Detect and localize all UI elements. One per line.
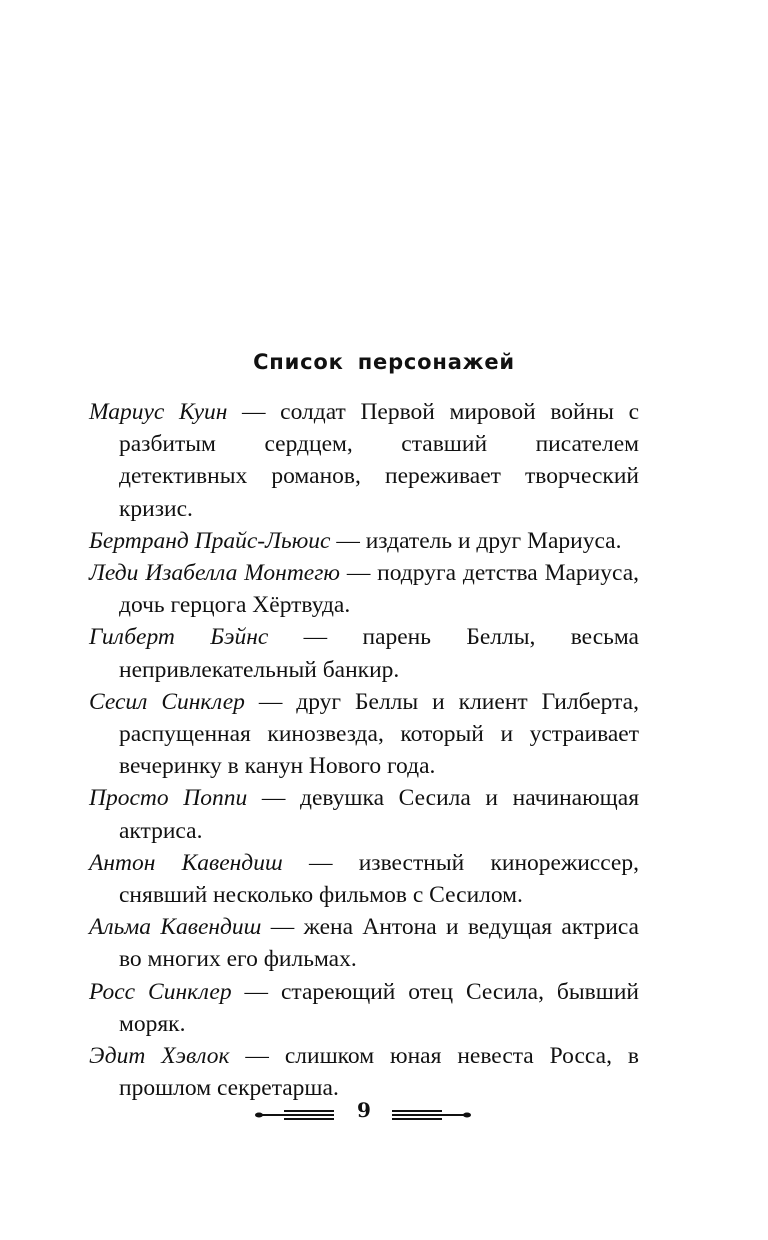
list-item <box>89 525 639 557</box>
list-item <box>89 686 639 783</box>
character-description: — девушка Сесила и начинающая актриса. <box>119 785 640 844</box>
character-name: Росс Синклер <box>89 978 232 1005</box>
character-name: Мариус Куин <box>89 399 228 425</box>
list-item <box>89 557 639 621</box>
list-item <box>89 621 639 685</box>
character-description: — парень Беллы, весьма непривлекательный банкир. <box>119 624 639 683</box>
character-description: — издатель и друг Мариуса. <box>330 527 622 554</box>
list-item <box>89 847 639 911</box>
character-name: Антон Кавендиш <box>89 849 283 876</box>
character-name: Сесил Синклер <box>89 688 245 715</box>
character-name: Бертранд Прайс-Льюис <box>89 527 331 554</box>
character-list <box>89 396 639 1104</box>
character-description: — известный кинорежиссер, снявший несколько фильмов с Сесилом. <box>119 849 639 909</box>
list-item <box>89 1040 639 1104</box>
character-description: — солдат Первой мировой войны с разбитым сердцем, ставший писателем детективных романов, переживает творческий кризис. <box>119 399 639 522</box>
character-description: — жена Антона и ведущая актриса во многих его фильмах. <box>119 914 639 973</box>
left-ornament-icon <box>254 1108 336 1122</box>
character-name: Леди Изабелла Монтегю <box>89 560 340 587</box>
character-description: — подруга детства Мариуса, дочь герцога Хёртвуда. <box>119 560 639 619</box>
list-item <box>89 396 639 525</box>
character-name: Просто Поппи <box>89 785 248 812</box>
character-name: Эдит Хэвлок <box>89 1043 230 1070</box>
list-item <box>89 911 639 975</box>
list-item <box>89 782 639 846</box>
list-item <box>89 976 639 1040</box>
character-description: — стареющий отец Сесила, бывший моряк. <box>119 978 639 1037</box>
page-title: Список персонажей <box>253 350 515 374</box>
character-name: Гилберт Бэйнс <box>89 624 269 651</box>
character-description: — слишком юная невеста Росса, в прошлом секретарша. <box>119 1043 639 1102</box>
page-number: 9 <box>357 1098 371 1122</box>
character-name: Альма Кавендиш <box>89 914 262 941</box>
character-description: — друг Беллы и клиент Гилберта, распущенная кинозвезда, который и устраивает вечеринку в канун Нового года. <box>119 688 639 780</box>
page-footer <box>0 1098 768 1128</box>
right-ornament-icon <box>390 1108 472 1122</box>
